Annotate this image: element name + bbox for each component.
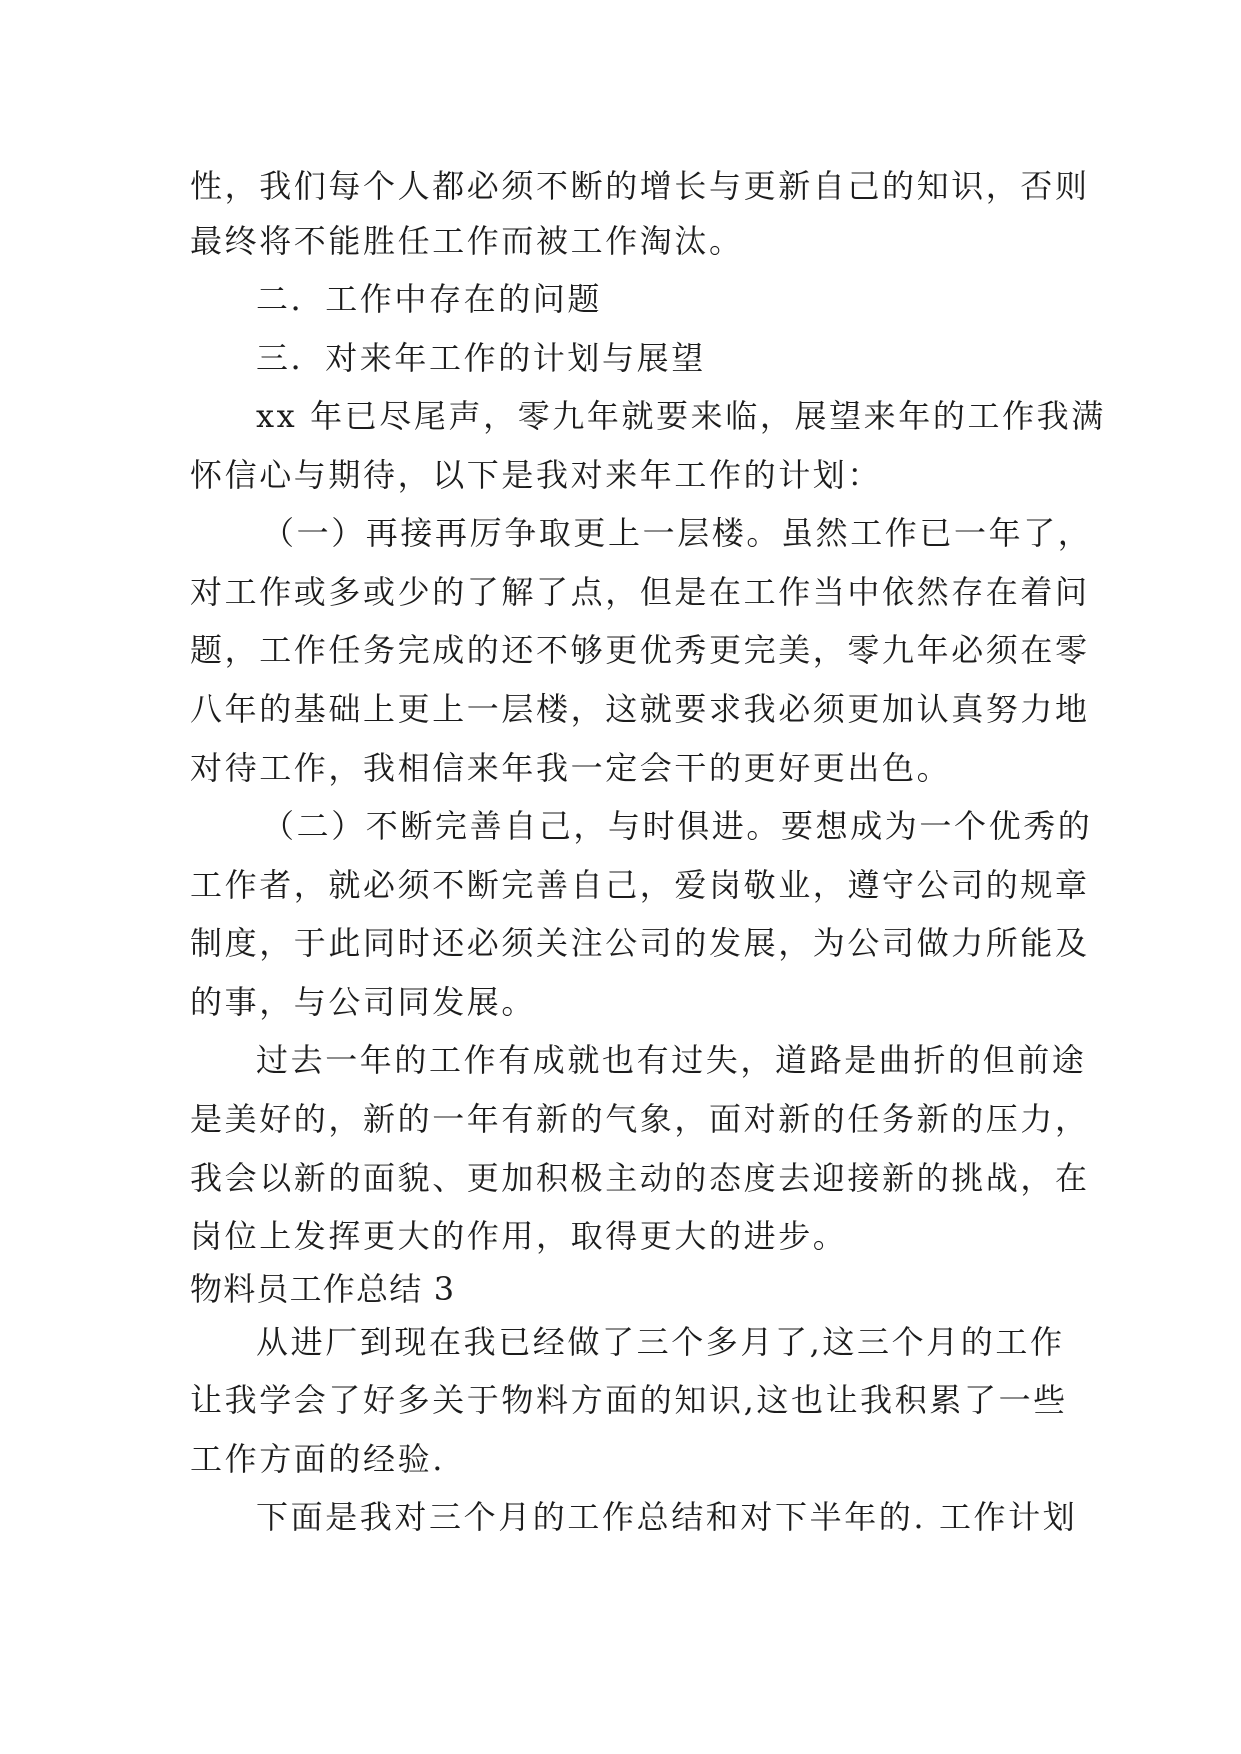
section-heading: 二．工作中存在的问题 <box>256 280 603 318</box>
paragraph-line: 过去一年的工作有成就也有过失，道路是曲折的但前途 <box>256 1041 1087 1079</box>
paragraph-line: 题，工作任务完成的还不够更优秀更完美，零九年必须在零 <box>190 631 1090 669</box>
paragraph-line: 从进厂到现在我已经做了三个多月了,这三个月的工作 <box>256 1323 1065 1361</box>
paragraph-line: 让我学会了好多关于物料方面的知识,这也让我积累了一些 <box>190 1381 1068 1419</box>
paragraph-line: 怀信心与期待，以下是我对来年工作的计划： <box>190 456 883 494</box>
paragraph-line: 下面是我对三个月的工作总结和对下半年的. 工作计划 <box>256 1498 1078 1536</box>
paragraph-line: 对工作或多或少的了解了点，但是在工作当中依然存在着问 <box>190 573 1090 611</box>
paragraph-line: 工作者，就必须不断完善自己，爱岗敬业，遵守公司的规章 <box>190 866 1090 904</box>
article-title: 物料员工作总结 3 <box>190 1270 456 1308</box>
paragraph-line: 制度，于此同时还必须关注公司的发展，为公司做力所能及 <box>190 924 1090 962</box>
paragraph-line: 对待工作，我相信来年我一定会干的更好更出色。 <box>190 749 952 787</box>
paragraph-line: 岗位上发挥更大的作用，取得更大的进步。 <box>190 1217 848 1255</box>
paragraph-line: 是美好的，新的一年有新的气象，面对新的任务新的压力， <box>190 1100 1090 1138</box>
paragraph-line: 的事，与公司同发展。 <box>190 983 537 1021</box>
paragraph-line: （一）再接再厉争取更上一层楼。虽然工作已一年了， <box>262 514 1093 552</box>
paragraph-line: 八年的基础上更上一层楼，这就要求我必须更加认真努力地 <box>190 690 1090 728</box>
paragraph-line: xx 年已尽尾声，零九年就要来临，展望来年的工作我满 <box>256 397 1106 435</box>
paragraph-line: 最终将不能胜任工作而被工作淘汰。 <box>190 222 744 260</box>
section-heading: 三．对来年工作的计划与展望 <box>256 339 706 377</box>
paragraph-line: 工作方面的经验. <box>190 1440 445 1478</box>
paragraph-line: 我会以新的面貌、更加积极主动的态度去迎接新的挑战，在 <box>190 1159 1090 1197</box>
paragraph-line: 性，我们每个人都必须不断的增长与更新自己的知识，否则 <box>190 167 1090 205</box>
paragraph-line: （二）不断完善自己，与时俱进。要想成为一个优秀的 <box>262 807 1093 845</box>
